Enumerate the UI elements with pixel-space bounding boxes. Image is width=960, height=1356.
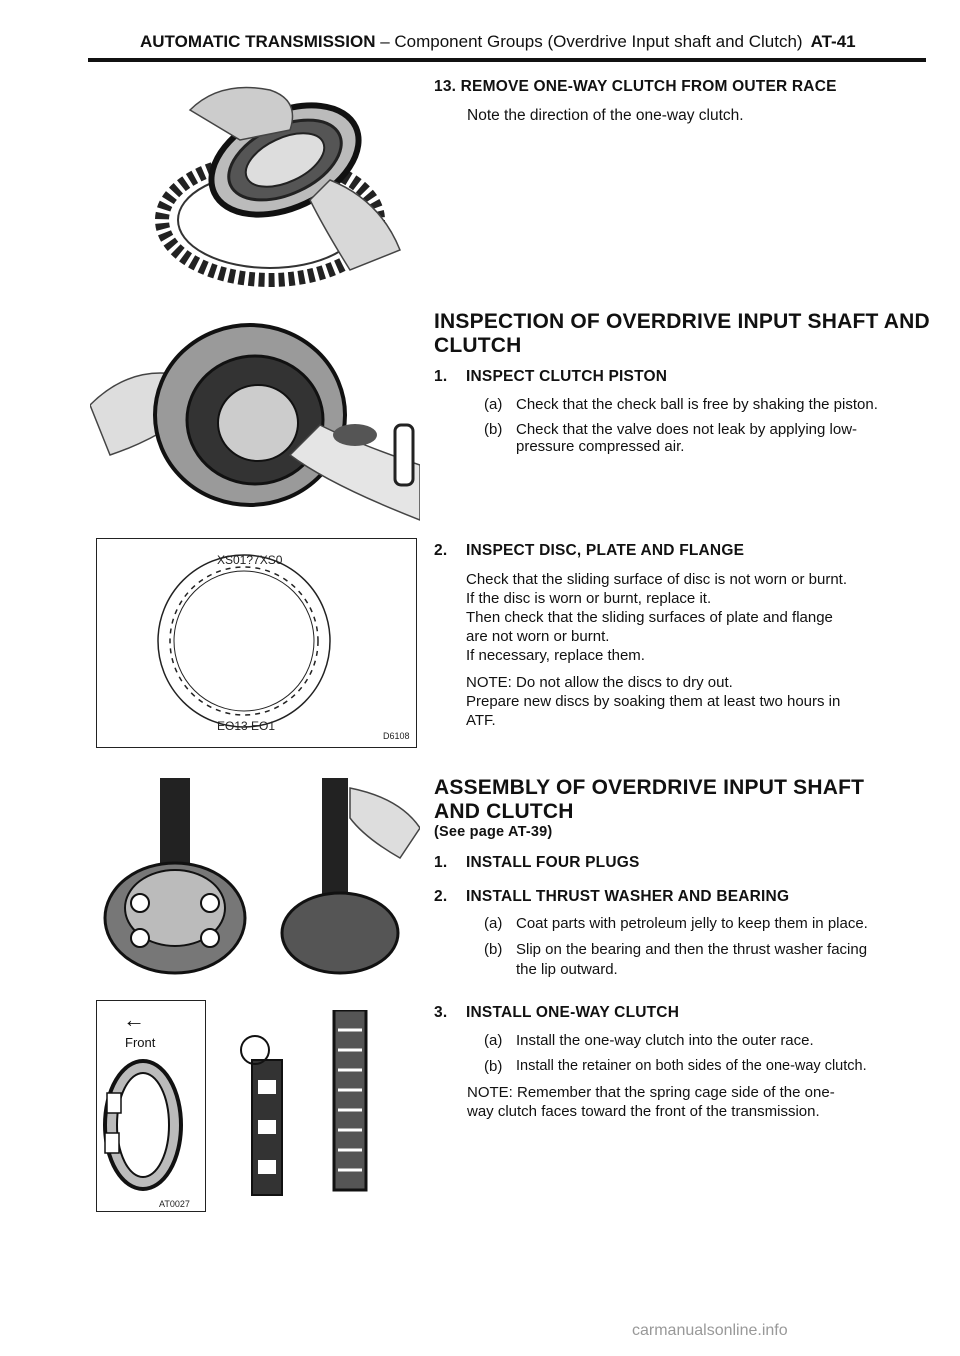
item-label: (a): [484, 396, 503, 413]
step-heading: INSTALL ONE-WAY CLUTCH: [466, 1004, 680, 1021]
step-number: 1.: [434, 854, 448, 871]
step-number: 2.: [434, 888, 448, 905]
body-line: Check that the sliding surface of disc is not worn or burnt.: [466, 571, 848, 588]
photo-install-plugs-thrust-washer: [100, 768, 420, 983]
item-text: Install the one-way clutch into the outer race.: [516, 1032, 814, 1049]
item-text: Check that the check ball is free by shaking the piston.: [516, 396, 878, 413]
page-header: [140, 32, 925, 58]
inspection-step1-a: [484, 395, 924, 414]
inspection-step1-heading: [434, 368, 667, 386]
disc-label-top: XS01?7XS0: [217, 553, 283, 567]
header-title-rest: – Component Groups (Overdrive Input shaft and Clutch): [375, 32, 803, 51]
photo-inspect-clutch-piston: [90, 305, 420, 523]
step-number: 3.: [434, 1004, 448, 1021]
item-text: pressure compressed air.: [516, 438, 685, 455]
body-line: Then check that the sliding surfaces of plate and flange: [466, 609, 833, 626]
note-line: Prepare new discs by soaking them at least two hours in: [466, 693, 841, 710]
inspection-step2-heading: [434, 542, 744, 560]
page-number: AT-41: [810, 32, 856, 51]
item-text: Install the retainer on both sides of the one-way clutch.: [516, 1058, 867, 1074]
item-label: (a): [484, 1032, 503, 1049]
note-line: ATF.: [466, 712, 496, 729]
step13-note: Note the direction of the one-way clutch.: [467, 107, 744, 124]
note-line: NOTE: Do not allow the discs to dry out.: [466, 674, 733, 691]
note-line: way clutch faces toward the front of the transmission.: [467, 1103, 820, 1120]
assembly-step2-b: [484, 940, 924, 980]
figure-retainers: [230, 1010, 380, 1205]
assembly-step3-b: [484, 1057, 924, 1076]
body-line: If the disc is worn or burnt, replace it.: [466, 590, 712, 607]
inspection-step1-b: [484, 420, 924, 460]
figure-code-disc: D6108: [383, 731, 410, 741]
assembly-step2-heading: [434, 888, 789, 906]
item-label: (b): [484, 1058, 503, 1075]
figure-clutch-disc: [96, 538, 417, 748]
step-number: 2.: [434, 542, 448, 559]
item-text: Coat parts with petroleum jelly to keep them in place.: [516, 915, 868, 932]
item-text: Check that the valve does not leak by applying low-: [516, 421, 858, 438]
assembly-step1-heading: [434, 854, 640, 872]
item-label: (b): [484, 941, 503, 958]
assembly-title-line1: ASSEMBLY OF OVERDRIVE INPUT SHAFT: [434, 776, 865, 799]
item-text: the lip outward.: [516, 961, 618, 978]
inspection-title-line2: CLUTCH: [434, 334, 522, 357]
footer-watermark: carmanualsonline.info: [632, 1322, 788, 1339]
assembly-title-line2: AND CLUTCH: [434, 800, 574, 823]
step-heading: INSTALL THRUST WASHER AND BEARING: [466, 888, 790, 905]
front-label: Front: [125, 1035, 156, 1050]
assembly-see-page: (See page AT-39): [434, 824, 553, 840]
figure-code-clutch: AT0027: [159, 1199, 190, 1209]
photo-remove-one-way-clutch: [150, 70, 420, 290]
body-line: are not worn or burnt.: [466, 628, 610, 645]
inspection-step2-body: [466, 570, 926, 730]
figure-one-way-clutch: [96, 1000, 206, 1212]
header-rule: [88, 58, 926, 62]
assembly-step3-heading: [434, 1004, 679, 1022]
step-heading: INSTALL FOUR PLUGS: [466, 854, 640, 871]
assembly-step2-a: [484, 914, 924, 933]
step-heading: INSPECT CLUTCH PISTON: [466, 368, 668, 385]
inspection-title-line1: INSPECTION OF OVERDRIVE INPUT SHAFT AND: [434, 310, 930, 333]
item-label: (b): [484, 421, 503, 438]
assembly-step3-note: [467, 1083, 927, 1121]
assembly-step3-a: [484, 1031, 924, 1050]
header-title-bold: AUTOMATIC TRANSMISSION: [140, 32, 376, 51]
item-text: Slip on the bearing and then the thrust washer facing: [516, 941, 868, 958]
front-arrow-icon: ←: [123, 1007, 145, 1032]
item-label: (a): [484, 915, 503, 932]
body-line: If necessary, replace them.: [466, 647, 645, 664]
step13-heading: 13. REMOVE ONE-WAY CLUTCH FROM OUTER RACE: [434, 78, 837, 95]
step-heading: INSPECT DISC, PLATE AND FLANGE: [466, 542, 745, 559]
note-line: NOTE: Remember that the spring cage side of the one-: [467, 1084, 835, 1101]
step-number: 1.: [434, 368, 448, 385]
disc-label-bottom: EO13 EO1: [217, 719, 276, 733]
